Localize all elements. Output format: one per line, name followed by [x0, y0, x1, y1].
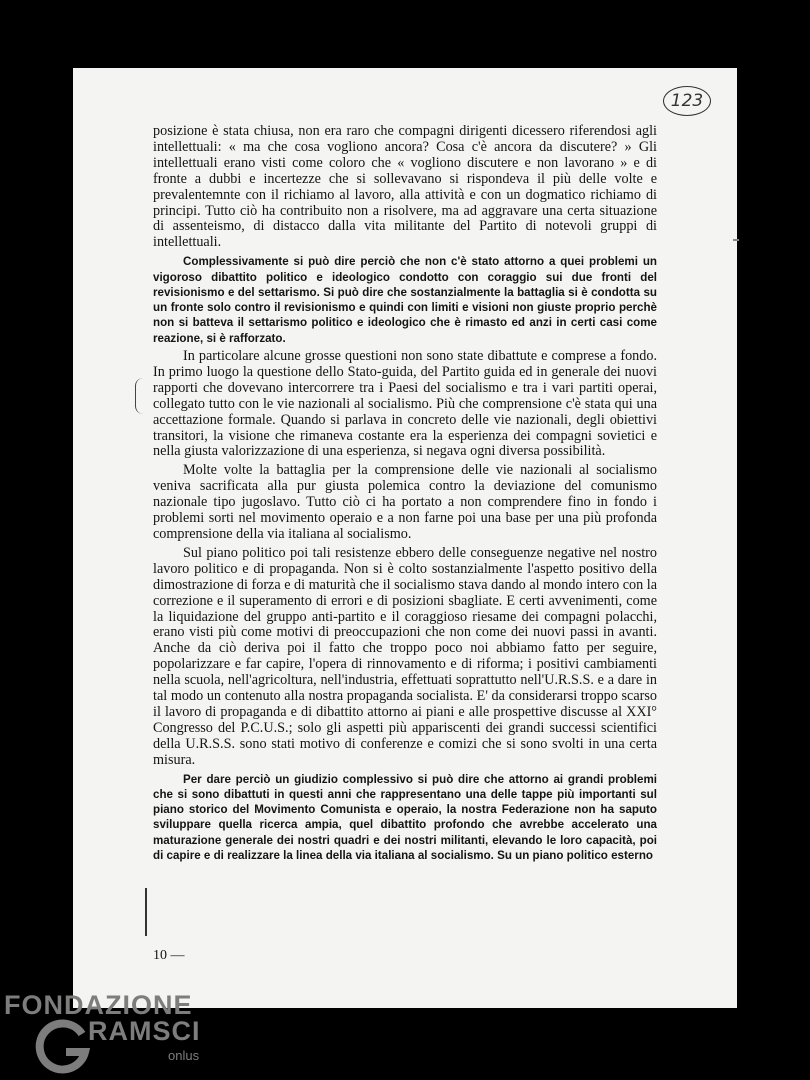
watermark-line1: FONDAZIONE	[4, 990, 193, 1020]
paragraph-4: Molte volte la battaglia per la comprensione delle vie nazionali al socialismo veniva sacrificata alla pur giusta polemica contro la deviazione del comunismo nazionale tipo jugoslavo. Tutto ciò ci ha portato a non comprendere fino in fondo i problemi sorti nel movimento operaio e a non farne poi una base per una più profonda comprensione della via italiana al socialismo.	[153, 462, 657, 542]
watermark-onlus: onlus	[168, 1048, 200, 1063]
fondazione-gramsci-watermark	[4, 990, 201, 1063]
margin-line-annotation	[145, 888, 147, 936]
archive-number-stamp: 123	[663, 86, 711, 116]
page-number: 10 —	[153, 948, 185, 963]
document-page	[73, 68, 737, 1008]
paragraph-3: In particolare alcune grosse questioni non sono state dibattute e comprese a fondo. In primo luogo la questione dello Stato-guida, del Partito guida ed in generale dei nuovi rapporti che dovevano intercorrere tra i Paesi del socialismo e tra i vari partiti operai, collegato tutto con le vie nazionali al socialismo. Più che comprensione c'è stata qui una accettazione formale. Quando si parlava in concreto delle vie nazionali, degli obiettivi transitori, la visione che rimaneva costante era la esperienza dei compagni sovietici e nella giusta valorizzazione di una esperienza, si negava ogni diversa possibilità.	[153, 348, 657, 460]
margin-mark	[733, 239, 739, 241]
paragraph-6-bold: Per dare perciò un giudizio complessivo si può dire che attorno ai grandi problemi che si sono dibattuti in questi anni che rappresentano una delle tappe più importanti sul piano storico del Movimento Comunista e operaio, la nostra Federazione non ha saputo sviluppare quella ricerca ampia, quel dibattito profondo che avrebbe accelerato una maturazione generale dei nostri quadri e dei nostri militanti, elevando le loro capacità, poi di capire e di realizzare la linea della via italiana al socialismo. Su un piano politico esterno	[153, 772, 657, 863]
margin-bracket-annotation	[135, 378, 144, 414]
watermark-line2: RAMSCI	[88, 1016, 201, 1046]
paragraph-5: Sul piano politico poi tali resistenze ebbero delle conseguenze negative nel nostro lavoro politico e di propaganda. Non si è colto sostanzialmente l'aspetto positivo della dimostrazione di forza e di maturità che il socialismo stava dando al mondo intero con la correzione e il superamento di errori e di posizioni sbagliate. E certi avvenimenti, come la liquidazione del gruppo anti-partito e il coraggioso riesame dei compagni polacchi, erano visti più come motivi di preoccupazioni che non come dei nuovi passi in avanti. Anche da ciò deriva poi il fatto che troppo poco noi abbiamo fatto per seguire, popolarizzare e far capire, l'opera di rinnovamento e di riforma; i positivi cambiamenti nella scuola, nell'agricoltura, nell'industria, effettuati soprattutto nell'U.R.S.S. e a dare in tal modo un contenuto alla nostra propaganda socialista. E' da considerarsi troppo scarso il lavoro di propaganda e di dibattito attorno ai piani e alle prospettive discusse al XXI° Congresso del P.C.U.S.; solo gli aspetti più appariscenti dei grandi successi scientifici della U.R.S.S. sono stati motivo di conferenze e comizi che si sono svolti in una certa misura.	[153, 544, 657, 768]
body-text	[153, 124, 657, 863]
paragraph-2-bold: Complessivamente si può dire perciò che non c'è stato attorno a quei problemi un vigoroso dibattito politico e ideologico condotto con coraggio sui due fronti del revisionismo e del settarismo. Si può dire che sostanzialmente la battaglia si è condotta su un fronte solo contro il revisionismo e quindi con limiti e visioni non giuste proprio perchè non si batteva il settarismo politico e ideologico che è rimasto ed anzi in certi casi come reazione, si è rafforzato.	[153, 255, 657, 345]
gramsci-g-logo-icon	[34, 1018, 92, 1076]
paragraph-1: posizione è stata chiusa, non era raro che compagni dirigenti dicessero riferendosi agli intellettuali: « ma che cosa vogliono ancora? Cosa c'è ancora da discutere? » Gli intellettuali erano visti come coloro che « vogliono discutere e non lavorano » e di fronte a dubbi e incertezze che si sollevavano si rispondeva il più delle volte e prevalentemnte con il richiamo al lavoro, alla attività e con un dogmatico richiamo di principi. Tutto ciò ha contribuito non a risolvere, ma ad aggravare una certa situazione di assenteismo, di distacco dalla vita militante del Partito di notevoli gruppi di intellettuali.	[153, 123, 657, 251]
